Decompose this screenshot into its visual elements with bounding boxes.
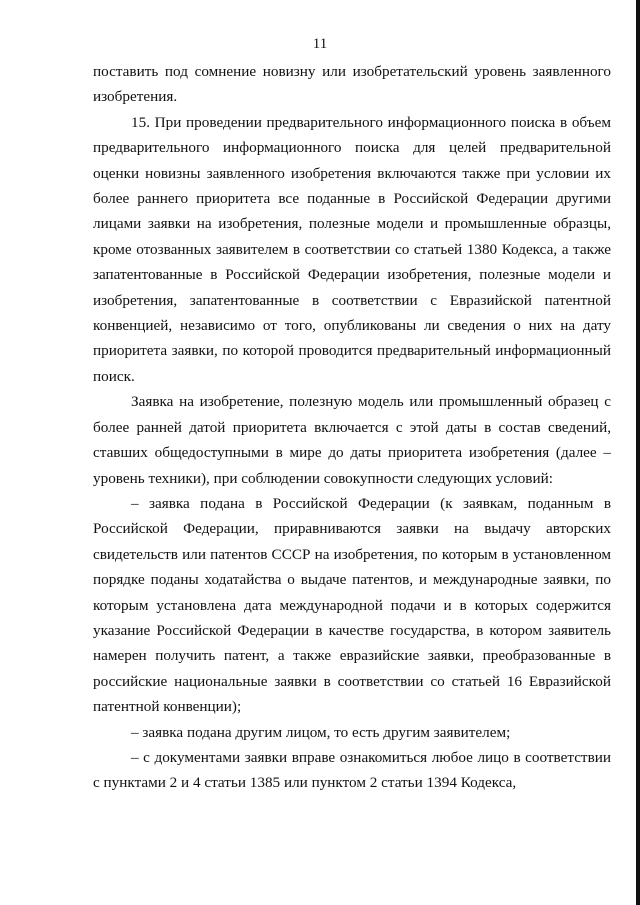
scan-edge-border xyxy=(636,0,640,905)
paragraph-prior-art-conditions: Заявка на изобретение, полезную модель или промышленный образец с более ранней датой приоритета включается с этой даты в состав сведений, ставших общедоступными в мире до даты приоритета изобретения (далее – уровень техники), при соблюдении совокупности следующих условий: xyxy=(93,393,611,487)
list-item-filed-in-russia: – заявка подана в Российской Федерации (к заявкам, поданным в Российской Федерации, приравниваются заявки на выдачу авторских свидетельств или патентов СССР на изобретения, по которым в установленном порядке поданы ходатайства о выдаче патентов, и международные заявки, по которым установлена дата международной подачи и в которых содержится указание Российской Федерации в качестве государства, в котором заявитель намерен получить патент, а также евразийские заявки, преобразованные в российские национальные заявки в соответствии со статьей 16 Евразийской патентной конвенции); xyxy=(93,494,611,716)
paragraph-clause-15: 15. При проведении предварительного информационного поиска в объем предварительного информационного поиска для целей предварительной оценки новизны заявленного изобретения включаются также при условии их более раннего приоритета все поданные в Российской Федерации другими лицами заявки на изобретения, полезные модели и промышленные образцы, кроме отозванных заявителем в соответствии со статьей 1380 Кодекса, а также запатентованные в Российской Федерации изобретения, полезные модели и изобретения, запатентованные в соответствии с Евразийской патентной конвенцией, независимо от того, опубликованы ли сведения о них на дату приоритета заявки, по которой проводится предварительный информационный поиск. xyxy=(93,113,611,385)
list-item-public-access: – с документами заявки вправе ознакомиться любое лицо в соответствии с пунктами 2 и 4 статьи 1385 или пунктом 2 статьи 1394 Кодекса, xyxy=(93,748,611,792)
list-item-other-applicant: – заявка подана другим лицом, то есть другим заявителем; xyxy=(131,723,511,741)
document-body xyxy=(93,59,611,796)
page-number: 11 xyxy=(312,36,328,52)
paragraph-continuation: поставить под сомнение новизну или изобретательский уровень заявленного изобретения. xyxy=(93,63,611,106)
